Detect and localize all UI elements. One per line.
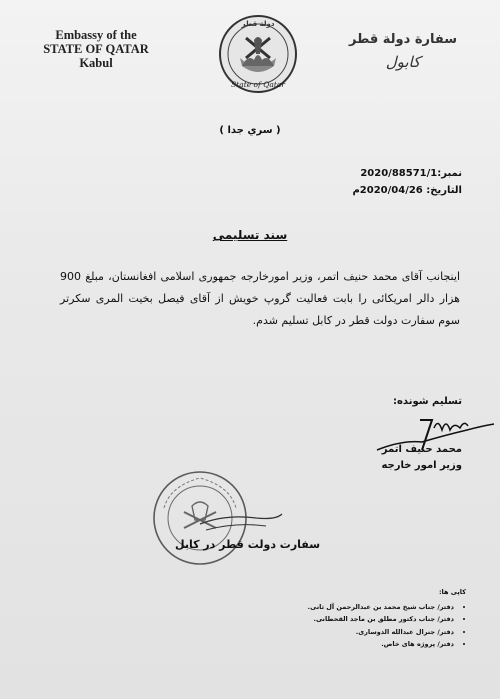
receiver-title: وزیر امور خارجه (381, 460, 462, 471)
document-date (352, 185, 462, 196)
body-paragraph: اینجانب آقای محمد حنیف اتمر، وزیر امورخارجه جمهوری اسلامی افغانستان، مبلغ 900 هزار دالر امریکائی را بابت فعالیت گروپ خویش از آقای فیصل بخیت المری سکرتر سوم سفارت دولت قطر در کابل تسلیم شدم. (60, 270, 460, 327)
letterhead-en-line1: Embassy of the (55, 28, 137, 42)
letterhead-arabic (328, 32, 478, 71)
sender-label: سفارت دولت قطر در کابل (175, 538, 321, 551)
receiver-name: محمد حنیف اتمر (381, 444, 462, 455)
letterhead-ar-line1: سفارة دولة قطر (348, 32, 457, 47)
emblem-english-text: State of Qatar (231, 80, 285, 89)
document-title: سند تسليمی (212, 228, 288, 242)
copies-item: • دفتر/ پروژه های خاص. (308, 638, 454, 651)
emblem-arabic-text: دولة قطر (241, 20, 275, 28)
letterhead-en-line2: STATE OF QATAR (43, 42, 149, 56)
letterhead-ar-line2: كابول (385, 53, 421, 71)
receiver-label: تسلیم شونده: (393, 396, 462, 407)
date-value: 2020/04/26م (352, 185, 423, 196)
copies-label: کاپی ها: (438, 588, 466, 596)
letterhead-en-line3: Kabul (79, 56, 113, 70)
date-label: التاريخ: (426, 185, 462, 196)
copies-section (308, 586, 466, 651)
qatar-emblem-logo (218, 14, 298, 94)
copies-item: • دفتر/ جناب دکتور مطلق بن ماجد القحطانی. (308, 613, 454, 626)
receiver-block (381, 442, 462, 474)
letterhead-english (22, 28, 170, 70)
copies-item: • دفتر/ جناب شیخ محمد بن عبدالرحمن آل ثانی. (308, 601, 454, 614)
reference-number (360, 168, 462, 179)
classification-label: ( سري جدا ) (219, 125, 281, 136)
number-label: نمبر: (437, 168, 462, 179)
copies-list (308, 601, 466, 651)
number-value: 2020/88571/1 (360, 168, 438, 179)
copies-item: • دفتر/ جنرال عبدالله الدوساری. (308, 626, 454, 639)
